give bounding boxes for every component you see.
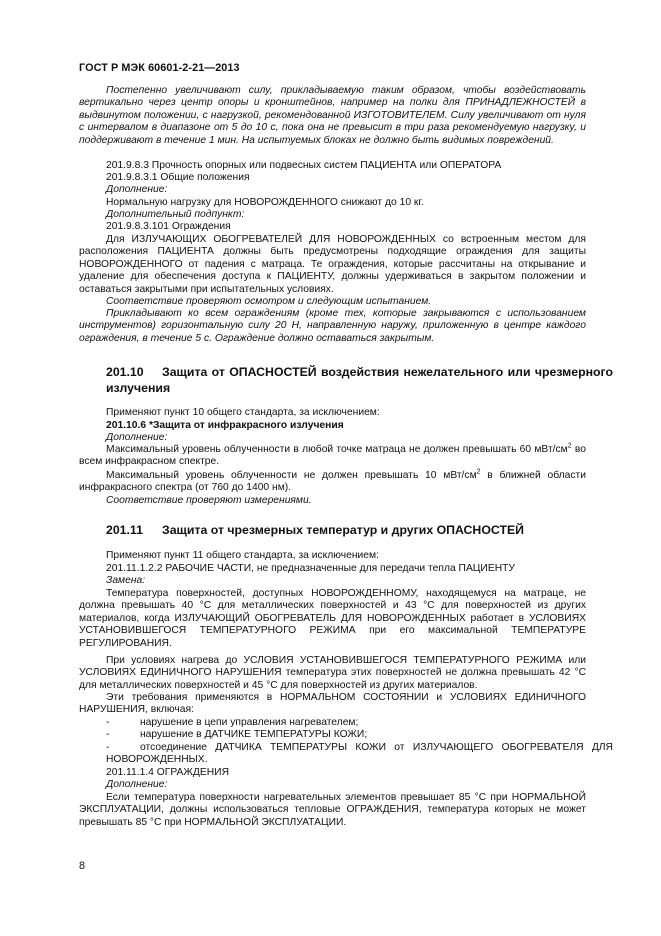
- heating-conditions-paragraph: При условиях нагрева до УСЛОВИЯ УСТАНОВИВШЕГОСЯ ТЕМПЕРАТУРНОГО РЕЖИМА или УСЛОВИЯХ ЕДИНИЧНОГО НАРУШЕНИЯ температура этих поверхностей не должна превышать 42 °С для металлических поверхностей и 45 °С для поверхностей из других материалов.: [79, 655, 586, 691]
- page-number: 8: [79, 860, 86, 872]
- heating-elements-paragraph: Если температура поверхности нагревательных элементов превышает 85 °С при НОРМАЛЬНОЙ ЭКСПЛУАТАЦИИ, должны использоваться тепловые ОГРАЖДЕНИЯ, температура которых не может превышать 85 °С при НОРМАЛЬНОЙ ЭКСПЛУАТАЦИИ.: [79, 792, 586, 828]
- list-item: - нарушение в цепи управления нагревателем;: [106, 717, 359, 728]
- normal-load-text: Нормальную нагрузку для НОВОРОЖДЕННОГО снижают до 10 кг.: [106, 197, 424, 208]
- clause-201-11-1-2-2: 201.11.1.2.2 РАБОЧИЕ ЧАСТИ, не предназначенные для передачи тепла ПАЦИЕНТУ: [106, 563, 515, 574]
- list-item: - отсоединение ДАТЧИКА ТЕМПЕРАТУРЫ КОЖИ от ИЗЛУЧАЮЩЕГО ОБОГРЕВАТЕЛЯ ДЛЯ НОВОРОЖДЕННЫХ.: [106, 742, 613, 766]
- clause-201-9-8-3: 201.9.8.3 Прочность опорных или подвесных систем ПАЦИЕНТА или ОПЕРАТОРА: [106, 160, 502, 171]
- clause-201-11-1-4: 201.11.1.4 ОГРАЖДЕНИЯ: [106, 767, 230, 778]
- apply-clause-10: Применяют пункт 10 общего стандарта, за исключением:: [106, 407, 380, 418]
- guards-paragraph: Для ИЗЛУЧАЮЩИХ ОБОГРЕВАТЕЛЕЙ ДЛЯ НОВОРОЖДЕННЫХ со встроенным местом для расположения ПАЦИЕНТА должны быть предусмотрены подходящие ограждения для защиты НОВОРОЖДЕННОГО от падения с матраца. Те ограждения, которые рассчитаны на открывание и удаление для обеспечения доступа к ПАЦИЕНТУ, должны удерживаться в закрытом положении и оставаться закрытыми при испытательных условиях.: [79, 234, 586, 295]
- document-header: ГОСТ Р МЭК 60601-2-21—2013: [79, 62, 240, 74]
- guards-test-paragraph: Прикладывают ко всем ограждениям (кроме тех, которые закрываются с использованием инструментов) горизонтальную силу 20 Н, направленную наружу, приложенную в центре каждого ограждения, в течение 5 с. Ограждение должно оставаться закрытым.: [79, 308, 586, 344]
- compliance-inspection: Соответствие проверяют осмотром и следующим испытанием.: [106, 296, 432, 307]
- list-item: - нарушение в ДАТЧИКЕ ТЕМПЕРАТУРЫ КОЖИ;: [106, 729, 368, 740]
- replacement-label: Замена:: [106, 575, 146, 586]
- addition-label: Дополнение:: [106, 779, 168, 790]
- addition-label: Дополнение:: [106, 184, 168, 195]
- section-heading-201-10: [79, 364, 613, 396]
- compliance-measurement: Соответствие проверяют измерениями.: [106, 495, 312, 506]
- intro-paragraph: Постепенно увеличивают силу, прикладываемую таким образом, чтобы воздействовать вертикально через центр опоры и кронштейнов, например на полки для ПРИНАДЛЕЖНОСТЕЙ в выдвинутом положении, с нагрузкой, рекомендованной ИЗГОТОВИТЕЛЕМ. Силу увеличивают от нуля с интервалом в диапазоне от 5 до 10 с, пока она не превысит в три раза рекомендуемую нагрузку, и поддерживают в течение 1 мин. На испытуемых блоках не должно быть видимых повреждений.: [79, 85, 586, 146]
- section-title: Защита от чрезмерных температур и других ОПАСНОСТЕЙ: [162, 523, 525, 537]
- requirements-apply-paragraph: Эти требования применяются в НОРМАЛЬНОМ СОСТОЯНИИ и УСЛОВИЯХ ЕДИНИЧНОГО НАРУШЕНИЯ, включая:: [79, 692, 586, 716]
- additional-subclause-label: Дополнительный подпункт:: [106, 209, 245, 220]
- clause-201-9-8-3-101: 201.9.8.3.101 Ограждения: [106, 221, 231, 232]
- section-number: 201.10: [106, 365, 144, 379]
- section-number: 201.11: [106, 523, 143, 537]
- section-title: Защита от ОПАСНОСТЕЙ воздействия нежелательного или чрезмерного излучения: [106, 365, 613, 395]
- irradiance-mattress-text: Максимальный уровень облученности в любой точке матраца не должен превышать 60 мВт/$см^2$ во всем инфракрасном спектре.: [79, 442, 586, 468]
- clause-201-10-6: 201.10.6 *Защита от инфракрасного излучения: [106, 420, 344, 431]
- irradiance-near-ir-text: Максимальный уровень облученности не должен превышать 10 мВт/$см^2$ в ближней области инфракрасного спектра (от 760 до 1400 нм).: [79, 468, 586, 494]
- surface-temperature-paragraph: Температура поверхностей, доступных НОВОРОЖДЕННОМУ, находящемуся на матраце, не должна превышать 40 °С для металлических поверхностей и 43 °С для поверхностей из других материалов, когда ИЗЛУЧАЮЩИЙ ОБОГРЕВАТЕЛЬ ДЛЯ НОВОРОЖДЕННЫХ работает в УСЛОВИЯХ УСТАНОВИВШЕГОСЯ ТЕМПЕРАТУРНОГО РЕЖИМА при его максимальной ТЕМПЕРАТУРЕ РЕГУЛИРОВАНИЯ.: [79, 588, 586, 649]
- section-heading-201-11: [79, 522, 613, 538]
- clause-201-9-8-3-1: 201.9.8.3.1 Общие положения: [106, 172, 250, 183]
- apply-clause-11: Применяют пункт 11 общего стандарта, за исключением:: [106, 550, 379, 561]
- addition-label: Дополнение:: [106, 432, 168, 443]
